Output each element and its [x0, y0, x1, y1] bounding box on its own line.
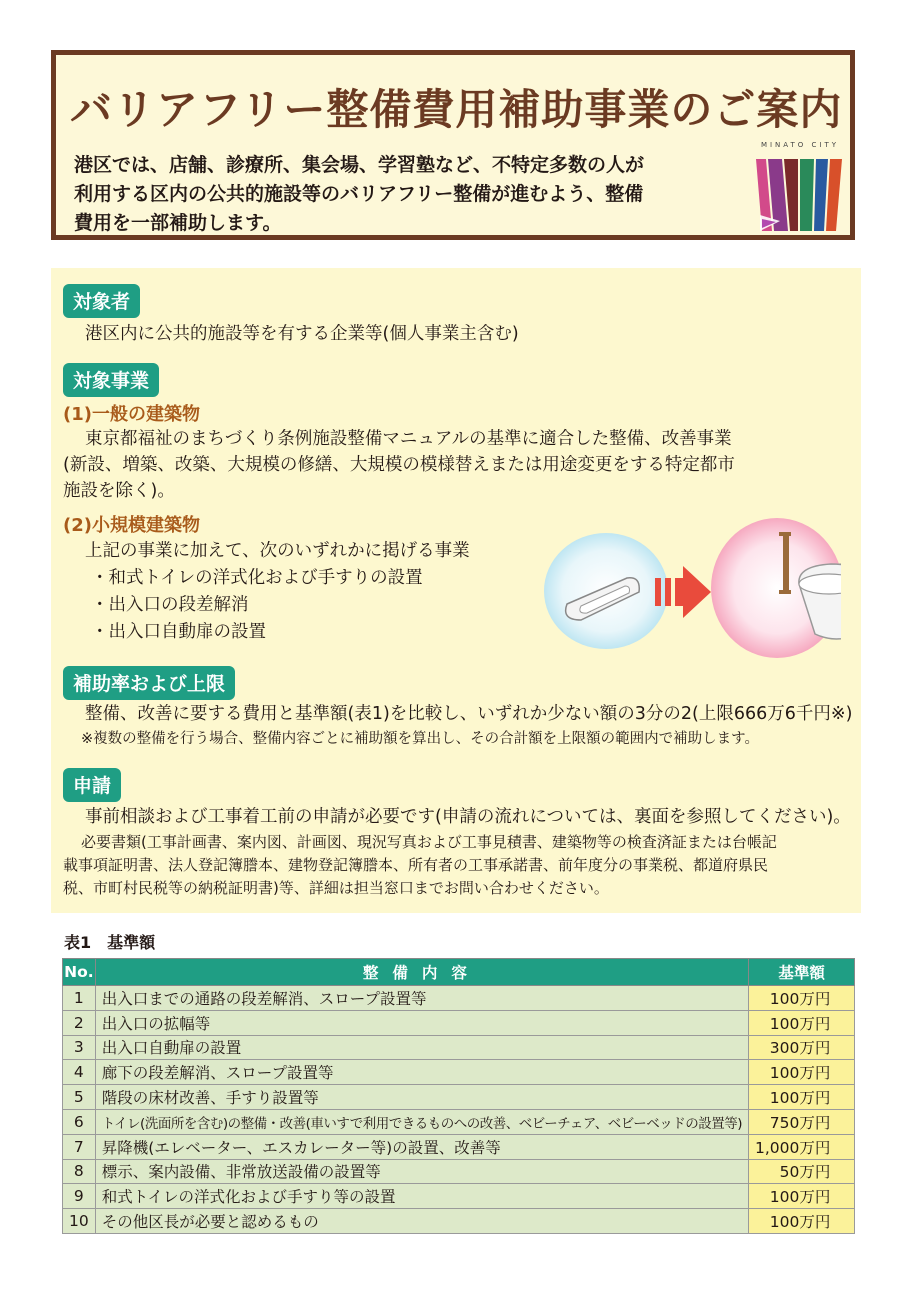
- row-desc: 出入口の拡幅等: [95, 1010, 748, 1035]
- projects-sub2-intro: 上記の事業に加えて、次のいずれかに掲げる事業: [85, 541, 470, 561]
- row-desc: 標示、案内設備、非常放送設備の設置等: [95, 1159, 748, 1184]
- table-caption: 表1 基準額: [64, 933, 156, 952]
- row-no: 7: [63, 1134, 96, 1159]
- intro-line: 費用を一部補助します。: [74, 212, 282, 234]
- table-row: [63, 1085, 855, 1110]
- col-header-no: No.: [63, 959, 96, 986]
- rate-badge: 補助率および上限: [63, 666, 235, 700]
- title-box: [51, 50, 855, 240]
- logo-text: MINATO CITY: [760, 141, 840, 149]
- row-amount: 100万円: [748, 1184, 854, 1209]
- row-amount: 100万円: [748, 986, 854, 1011]
- row-amount: 50万円: [748, 1159, 854, 1184]
- rate-text: 整備、改善に要する費用と基準額(表1)を比較し、いずれか少ない額の3分の2(上限666万6千円※): [85, 704, 853, 724]
- intro-line: 港区では、店舗、診療所、集会場、学習塾など、不特定多数の人が: [74, 154, 645, 176]
- row-amount: 100万円: [748, 1010, 854, 1035]
- row-desc: 昇降機(エレベーター、エスカレーター等)の設置、改善等: [95, 1134, 748, 1159]
- row-no: 8: [63, 1159, 96, 1184]
- table-row: [63, 1209, 855, 1234]
- row-amount: 100万円: [748, 1060, 854, 1085]
- row-desc: 廊下の段差解消、スロープ設置等: [95, 1060, 748, 1085]
- intro-line: 利用する区内の公共的施設等のバリアフリー整備が進むよう、整備: [74, 183, 644, 205]
- row-no: 6: [63, 1109, 96, 1134]
- minato-city-logo: [752, 141, 848, 235]
- apply-detail-line: 税、市町村民税等の納税証明書)等、詳細は担当窓口までお問い合わせください。: [63, 879, 609, 897]
- table-row: [63, 1134, 855, 1159]
- table-row: [63, 1109, 855, 1134]
- page-title: バリアフリー整備費用補助事業のご案内: [70, 85, 843, 134]
- row-no: 3: [63, 1035, 96, 1060]
- col-header-content: 整備内容: [95, 959, 748, 986]
- row-amount: 100万円: [748, 1085, 854, 1110]
- table-row: [63, 1010, 855, 1035]
- apply-detail-line: 必要書類(工事計画書、案内図、計画図、現況写真および工事見積書、建築物等の検査済証または台帳記: [81, 833, 777, 851]
- row-no: 5: [63, 1085, 96, 1110]
- table-row: [63, 1035, 855, 1060]
- standard-amount-table: [62, 958, 855, 1234]
- projects-sub1-line: (新設、増築、改築、大規模の修繕、大規模の模様替えまたは用途変更をする特定都市: [63, 455, 735, 475]
- apply-text: 事前相談および工事着工前の申請が必要です(申請の流れについては、裏面を参照してください)。: [85, 807, 851, 827]
- projects-sub2-item: ・出入口の段差解消: [91, 595, 249, 615]
- row-desc: その他区長が必要と認めるもの: [95, 1209, 748, 1234]
- projects-sub1-heading: (1)一般の建築物: [63, 404, 200, 425]
- rate-note: ※複数の整備を行う場合、整備内容ごとに補助額を算出し、その合計額を上限額の範囲内で補助します。: [81, 731, 759, 747]
- row-no: 9: [63, 1184, 96, 1209]
- row-no: 1: [63, 986, 96, 1011]
- toilet-conversion-illustration: [541, 516, 841, 666]
- row-desc: トイレ(洗面所を含む)の整備・改善(車いすで利用できるものへの改善、ベビーチェア、ベビーベッドの設置等): [95, 1109, 748, 1134]
- table-row: [63, 986, 855, 1011]
- apply-detail-line: 載事項証明書、法人登記簿謄本、建物登記簿謄本、所有者の工事承諾書、前年度分の事業税、都道府県民: [63, 856, 769, 874]
- row-desc: 出入口自動扉の設置: [95, 1035, 748, 1060]
- projects-sub2-item: ・出入口自動扉の設置: [91, 622, 266, 642]
- col-header-amount: 基準額: [748, 959, 854, 986]
- row-amount: 750万円: [748, 1109, 854, 1134]
- target-badge: 対象者: [63, 284, 140, 318]
- row-desc: 和式トイレの洋式化および手すり等の設置: [95, 1184, 748, 1209]
- row-amount: 300万円: [748, 1035, 854, 1060]
- table-header-row: [63, 959, 855, 986]
- projects-sub1-line: 施設を除く)。: [63, 481, 175, 501]
- row-desc: 出入口までの通路の段差解消、スロープ設置等: [95, 986, 748, 1011]
- projects-badge: 対象事業: [63, 363, 159, 397]
- table-row: [63, 1184, 855, 1209]
- projects-sub2-heading: (2)小規模建築物: [63, 515, 200, 536]
- table-row: [63, 1060, 855, 1085]
- apply-badge: 申請: [63, 768, 121, 802]
- intro-text: [74, 151, 694, 238]
- table-row: [63, 1159, 855, 1184]
- row-amount: 1,000万円: [748, 1134, 854, 1159]
- row-no: 10: [63, 1209, 96, 1234]
- projects-sub2-item: ・和式トイレの洋式化および手すりの設置: [91, 568, 423, 588]
- row-no: 2: [63, 1010, 96, 1035]
- row-no: 4: [63, 1060, 96, 1085]
- target-text: 港区内に公共的施設等を有する企業等(個人事業主含む): [85, 324, 519, 344]
- main-panel: [51, 268, 861, 913]
- row-desc: 階段の床材改善、手すり設置等: [95, 1085, 748, 1110]
- projects-sub1-line: 東京都福祉のまちづくり条例施設整備マニュアルの基準に適合した整備、改善事業: [85, 429, 732, 449]
- logo-stripes-icon: [752, 155, 848, 235]
- row-amount: 100万円: [748, 1209, 854, 1234]
